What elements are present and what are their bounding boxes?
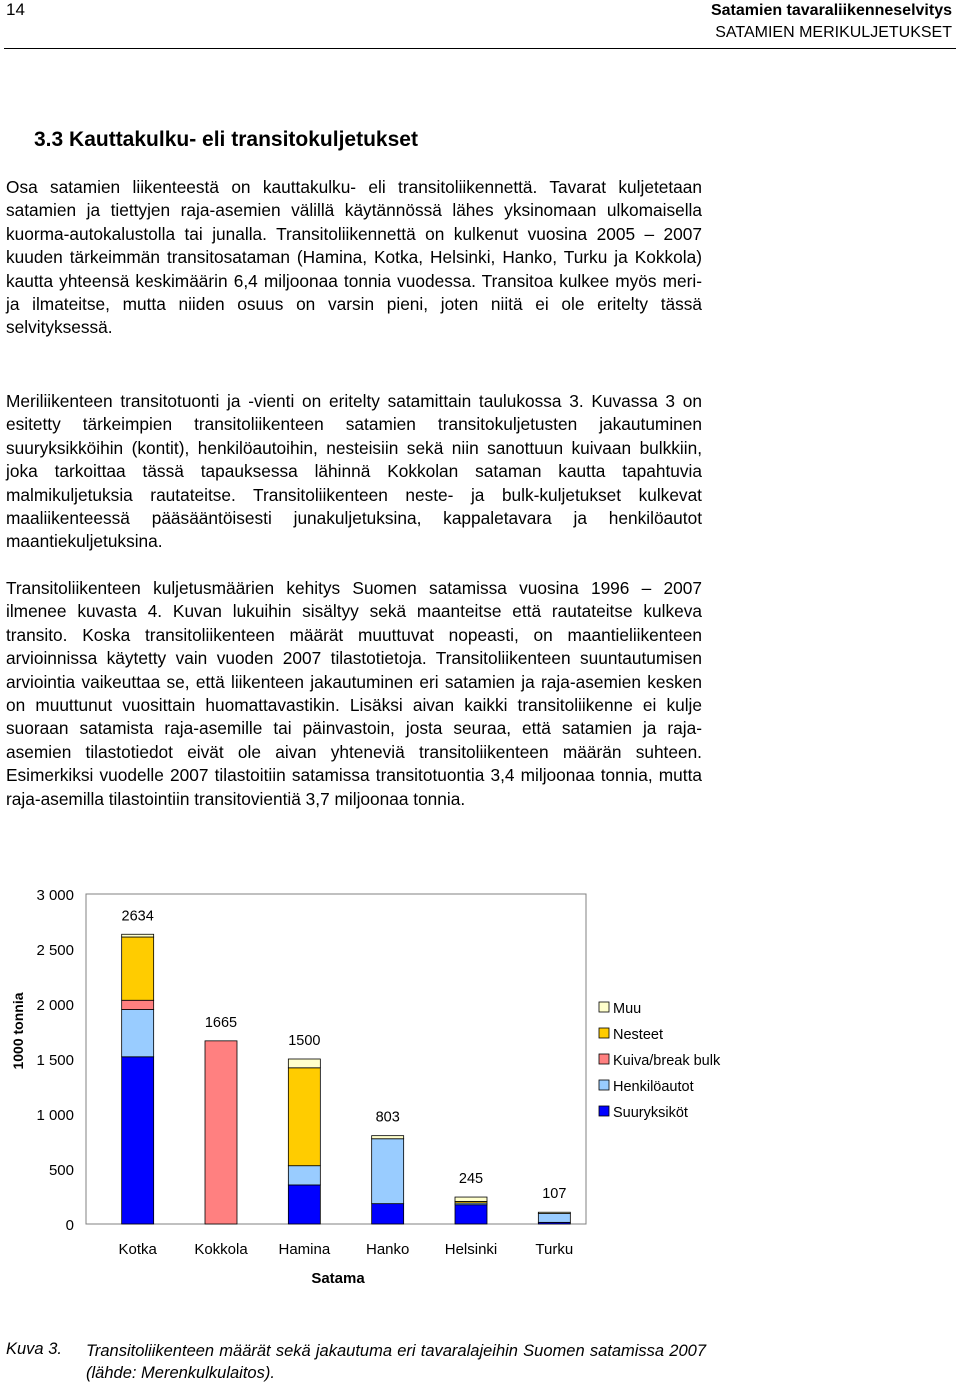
legend-swatch (599, 1106, 609, 1116)
bar-segment-nesteet (288, 1068, 320, 1166)
bar-segment-suuryksik-t (288, 1185, 320, 1224)
bar-segment-suuryksik-t (455, 1205, 487, 1224)
legend-label: Nesteet (613, 1027, 663, 1043)
bar-segment-henkil-autot (288, 1166, 320, 1185)
y-tick-label: 2 500 (36, 942, 74, 959)
y-tick-label: 1 000 (36, 1107, 74, 1124)
x-tick-label: Hanko (365, 1241, 410, 1258)
bar-segment-henkil-autot (372, 1139, 404, 1204)
bar-total-label: 245 (458, 1171, 484, 1188)
bar-segment-muu (288, 1059, 320, 1068)
bar-segment-muu (122, 934, 154, 937)
bar-segment-kuiva-break-bulk (205, 1041, 237, 1224)
bar-total-label: 1665 (204, 1014, 238, 1031)
paragraph-1: Osa satamien liikenteestä on kauttakulku- eli transitoliikennettä. Tavarat kuljetetaan satamien ja tiettyjen raja-asemien välillä käytännössä lähes yksinomaan ulkomaisella kuorma-autokalustolla tai junalla. Transitoliikennettä on kulkenut vuosina 2005 – 2007 kuuden tärkeimmän transitosataman (Hamina, Kotka, Helsinki, Hanko, Turku ja Kokkola) kautta yhteensä keskimäärin 6,4 miljoonaa tonnia vuodessa. Transitoa kulkee myös meri- ja ilmateitse, mutta niiden osuus on varsin pieni, joten niitä ei ole eritelty tässä selvityksessä. (6, 177, 702, 338)
chart-figure (0, 870, 760, 1300)
caption-text: Transitoliikenteen määrät sekä jakautuma eri tavaralajeihin Suomen satamissa 2007 (lähde: Merenkulkulaitos). (86, 1342, 706, 1382)
bar-segment-henkil-autot (538, 1214, 570, 1223)
paragraph-3: Transitoliikenteen kuljetusmäärien kehitys Suomen satamissa vuosina 1996 – 2007 ilmenee kuvasta 4. Kuvan lukuihin sisältyy sekä maanteitse että rautateitse kulkeva transito. Koska transitoliikenteen määrät muuttuvat nopeasti, on maantieliikenteen arvioinnissa käytetty vain vuoden 2007 tilastotietoja. Transitoliikenteen suuntautumisen arviointia vaikeuttaa se, että liikenteen jakautuminen eri satamien ja raja-asemien kesken on muuttunut vuosittain huomattavastikin. Lisäksi aivan kaikki transitoliikenne ei kulje suoraan satamista raja-asemille tai päinvastoin, josta seuraa, että satamien ja raja-asemien tilastotiedot eivät ole aivan yhteneviä transitoliikenteen määrän suhteen. Esimerkiksi vuodelle 2007 tilastoitiin satamissa transitotuontia 3,4 miljoonaa tonnia, mutta raja-asemilla tilastointiin transitovientiä 3,7 miljoonaa tonnia. (6, 578, 702, 809)
legend-label: Kuiva/break bulk (613, 1053, 721, 1069)
legend-swatch (599, 1002, 609, 1012)
section-heading: 3.3 Kauttakulku- eli transitokuljetukset (34, 128, 418, 151)
legend-label: Suuryksiköt (613, 1105, 688, 1121)
x-tick-label: Helsinki (444, 1241, 498, 1258)
x-tick-label: Turku (535, 1241, 574, 1258)
x-tick-label: Kotka (118, 1241, 157, 1258)
legend-label: Henkilöautot (613, 1079, 694, 1095)
bar-total-label: 1500 (288, 1033, 321, 1049)
x-tick-label: Hamina (278, 1241, 331, 1258)
bar-total-label: 107 (542, 1186, 567, 1203)
legend-swatch (599, 1080, 609, 1090)
stacked-bar-chart (0, 870, 760, 1300)
header-rule (4, 48, 956, 49)
y-tick-label: 1 500 (36, 1052, 74, 1069)
y-axis-label: 1000 tonnia (10, 992, 26, 1070)
bar-segment-kuiva-break-bulk (122, 1000, 154, 1009)
bar-segment-muu (455, 1197, 487, 1201)
legend-label: Muu (613, 1001, 642, 1017)
y-tick-label: 0 (65, 1217, 74, 1234)
bar-segment-suuryksik-t (372, 1204, 404, 1224)
legend-swatch (599, 1028, 609, 1038)
x-axis-label: Satama (311, 1270, 365, 1287)
header-subtitle: SATAMIEN MERIKULJETUKSET (715, 24, 952, 41)
bar-segment-muu (538, 1212, 570, 1213)
bar-total-label: 2634 (121, 908, 154, 925)
caption-label: Kuva 3. (6, 1340, 62, 1358)
y-tick-label: 3 000 (36, 887, 74, 904)
header-title: Satamien tavaraliikenneselvitys (710, 2, 952, 19)
page-number: 14 (6, 0, 25, 19)
bar-segment-henkil-autot (122, 1010, 154, 1057)
plot-area (86, 894, 586, 1224)
x-tick-label: Kokkola (194, 1241, 248, 1258)
bar-segment-nesteet (122, 937, 154, 1000)
legend-swatch (599, 1054, 609, 1064)
y-tick-label: 2 000 (36, 997, 74, 1014)
bar-segment-suuryksik-t (122, 1057, 154, 1224)
y-tick-label: 500 (48, 1162, 74, 1179)
bar-total-label: 803 (375, 1109, 400, 1126)
bar-segment-muu (372, 1136, 404, 1139)
paragraph-2: Meriliikenteen transitotuonti ja -vienti on eritelty satamittain taulukossa 3. Kuvassa 3 on esitetty tärkeimpien transitoliikenteen satamien transitokuljetusten jakautuminen suuryksikköihin (kontit), henkilöautoihin, nesteisiin sekä niin sanottuun kuivaan bulkkiin, joka tarkoittaa tässä tapauksessa lähinnä Kokkolan sataman kautta tapahtuvia malmikuljetuksia rautateitse. Transitoliikenteen neste- ja bulk-kuljetukset kulkevat maaliikenteessä pääsääntöisesti junakuljetuksina, kappaletavara ja henkilöautot maantiekuljetuksina. (6, 391, 702, 552)
running-header (711, 0, 952, 44)
